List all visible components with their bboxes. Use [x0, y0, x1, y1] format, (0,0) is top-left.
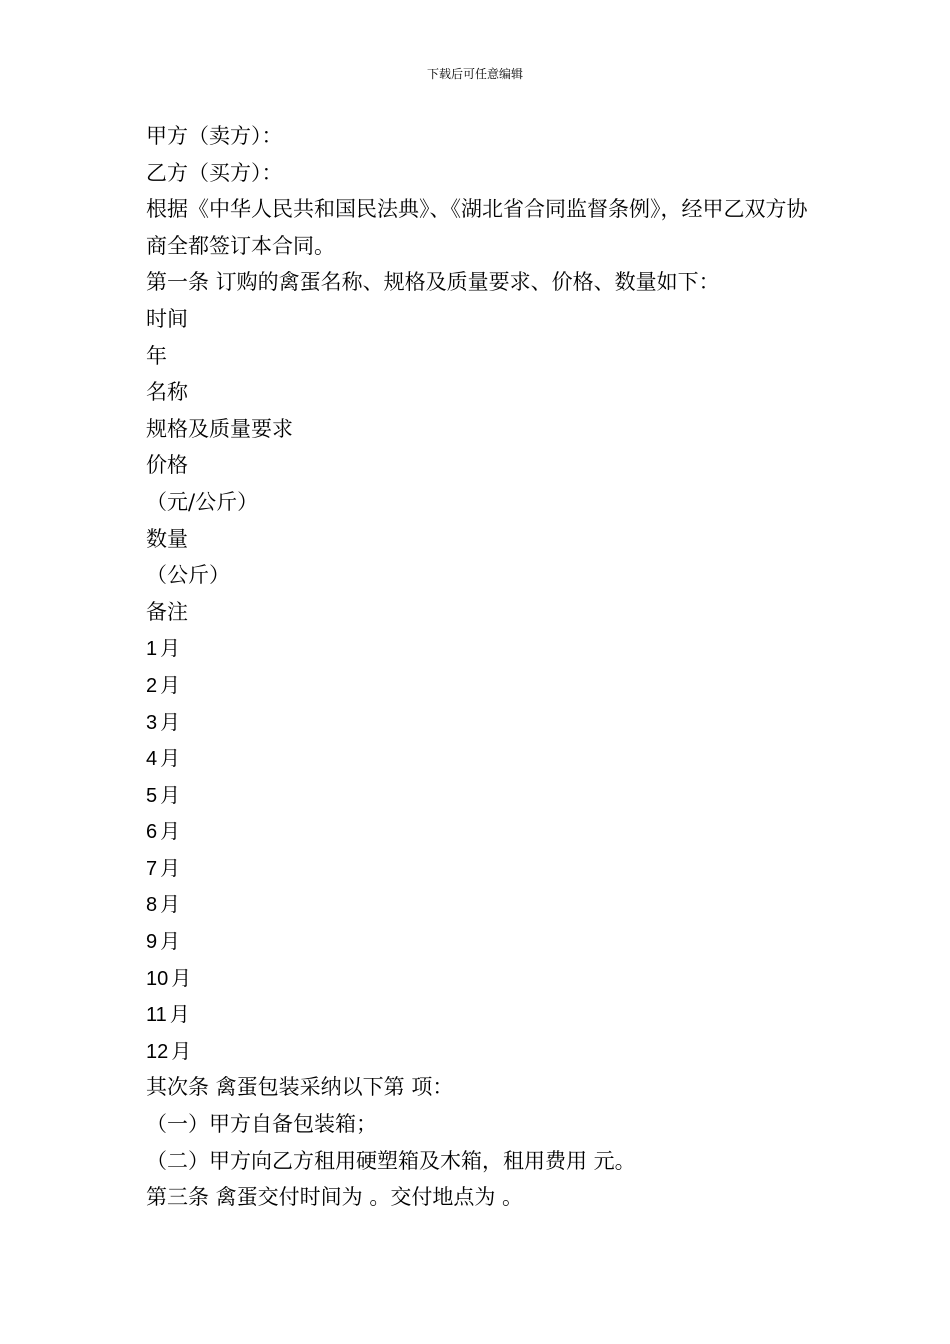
month-number: 12	[146, 1040, 169, 1063]
table-header-quantity: 数量	[146, 526, 188, 551]
table-header-year: 年	[146, 343, 167, 368]
page-header-note: 下载后可任意编辑	[426, 67, 523, 81]
table-header-remarks: 备注	[146, 599, 188, 624]
month-number: 3	[146, 711, 158, 734]
month-number: 4	[146, 748, 158, 771]
month-unit: 月	[160, 855, 181, 880]
month-row	[146, 813, 816, 850]
contract-basis-paragraph: 根据《中华人民共和国民法典》、《湖北省合同监督条例》，经甲乙双方协商全都签订本合同。	[146, 197, 808, 258]
month-number: 8	[146, 894, 158, 917]
month-row	[146, 886, 816, 923]
party-a-line: 甲方（卖方）：	[146, 124, 283, 148]
month-unit: 月	[160, 709, 181, 734]
month-row	[146, 630, 816, 667]
table-header-quantity-unit: （公斤）	[146, 563, 230, 588]
article-1-heading: 第一条 订购的禽蛋名称、规格及质量要求、价格、数量如下：	[146, 270, 720, 295]
table-header-name: 名称	[146, 380, 188, 405]
month-number: 2	[146, 674, 158, 697]
month-row	[146, 960, 816, 997]
month-number: 5	[146, 784, 158, 807]
month-number: 9	[146, 931, 158, 954]
month-unit: 月	[171, 1038, 192, 1063]
contract-body	[146, 118, 816, 1216]
month-row	[146, 704, 816, 741]
month-row	[146, 667, 816, 704]
month-row	[146, 777, 816, 814]
month-row	[146, 1033, 816, 1070]
month-unit: 月	[169, 1002, 190, 1027]
month-unit: 月	[171, 965, 192, 990]
month-unit: 月	[160, 746, 181, 771]
month-row	[146, 740, 816, 777]
month-number: 6	[146, 821, 158, 844]
party-b-line: 乙方（买方）：	[146, 160, 283, 185]
packaging-option-1: （一）甲方自备包装箱；	[146, 1112, 377, 1137]
table-header-price: 价格	[146, 453, 188, 478]
packaging-option-2: （二）甲方向乙方租用硬塑箱及木箱，租用费用 元。	[146, 1148, 636, 1173]
month-row	[146, 923, 816, 960]
month-unit: 月	[160, 636, 181, 661]
month-unit: 月	[160, 782, 181, 807]
month-number: 11	[146, 1004, 167, 1027]
month-unit: 月	[160, 819, 181, 844]
month-unit: 月	[160, 892, 181, 917]
table-header-spec: 规格及质量要求	[146, 416, 293, 441]
month-number: 7	[146, 857, 158, 880]
month-number: 10	[146, 967, 169, 990]
month-unit: 月	[160, 672, 181, 697]
table-header-time: 时间	[146, 306, 188, 331]
article-3-heading: 第三条 禽蛋交付时间为 。交付地点为 。	[146, 1185, 524, 1210]
table-header-price-unit: （元/公斤）	[146, 489, 259, 514]
month-unit: 月	[160, 929, 181, 954]
article-2-heading: 其次条 禽蛋包装采纳以下第 项：	[146, 1075, 454, 1100]
month-row	[146, 850, 816, 887]
month-number: 1	[146, 638, 158, 661]
month-row	[146, 996, 816, 1033]
